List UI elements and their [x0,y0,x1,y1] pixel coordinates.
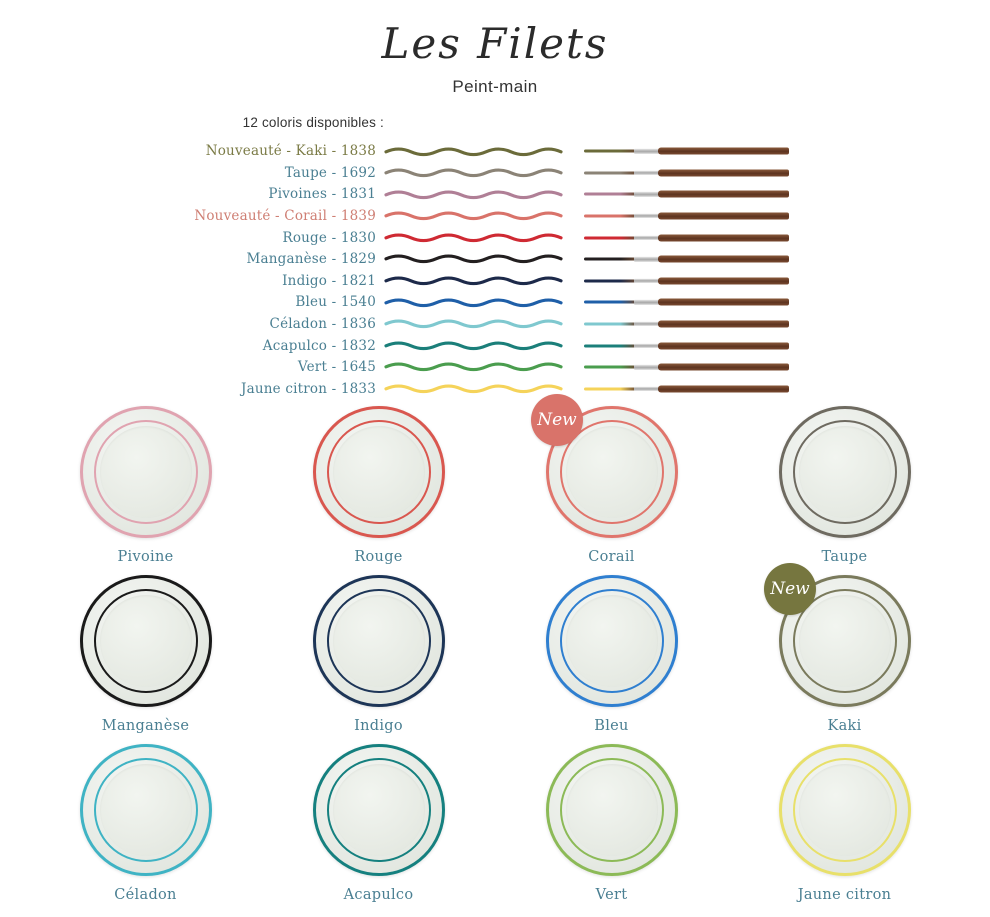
page-header [0,0,990,97]
color-swatch-list [0,141,990,400]
plate-image [80,406,212,538]
plate-row [0,744,990,903]
plate-inner-rim [327,420,431,524]
plate-item[interactable] [529,744,694,903]
color-stroke-sample [384,270,569,292]
paintbrush-icon [584,378,789,400]
new-badge: New [531,394,583,446]
palette-section [0,115,990,400]
color-stroke-sample [384,141,569,163]
color-stroke-sample [384,227,569,249]
plate-label: Indigo [354,717,403,734]
color-label: Bleu - 1540 [295,294,376,311]
plate-inner-rim [327,589,431,693]
plate-label: Taupe [821,548,868,565]
color-row [0,205,990,227]
plate-item[interactable] [762,744,927,903]
plate-item[interactable] [296,575,461,734]
paintbrush-icon [584,227,789,249]
color-stroke-sample [384,356,569,378]
plate-item[interactable] [63,744,228,903]
paintbrush-icon [584,356,789,378]
color-row [0,356,990,378]
paintbrush-icon [584,313,789,335]
page-title: Les Filets [381,19,609,68]
color-stroke-sample [384,335,569,357]
color-row [0,248,990,270]
plate-item[interactable] [529,406,694,565]
color-row [0,292,990,314]
plate-label: Pivoine [117,548,174,565]
plate-label: Rouge [354,548,403,565]
plate-label: Vert [595,886,628,903]
color-label: Manganèse - 1829 [246,251,376,268]
color-row [0,270,990,292]
plate-image [546,744,678,876]
plate-label: Bleu [594,717,629,734]
plate-inner-rim [327,758,431,862]
color-stroke-sample [384,378,569,400]
plate-label: Corail [588,548,635,565]
paintbrush-icon [584,141,789,163]
plate-item[interactable] [762,575,927,734]
color-row [0,378,990,400]
color-row [0,227,990,249]
color-stroke-sample [384,292,569,314]
plate-image [779,744,911,876]
paintbrush-icon [584,270,789,292]
plate-image [80,575,212,707]
color-row [0,162,990,184]
color-label: Céladon - 1836 [269,316,376,333]
plate-label: Jaune citron [797,886,892,903]
plate-row [0,406,990,565]
plate-image [313,575,445,707]
new-badge: New [764,563,816,615]
color-row [0,335,990,357]
paintbrush-icon [584,335,789,357]
plate-label: Céladon [114,886,177,903]
plate-gallery [0,406,990,903]
plate-inner-rim [94,589,198,693]
plate-label: Manganèse [101,717,190,734]
color-label: Acapulco - 1832 [262,337,376,354]
color-label: Jaune citron - 1833 [240,380,376,397]
color-stroke-sample [384,313,569,335]
plate-inner-rim [793,420,897,524]
plate-image [546,575,678,707]
color-stroke-sample [384,184,569,206]
color-stroke-sample [384,205,569,227]
page-subtitle: Peint-main [452,76,538,96]
color-label: Vert - 1645 [297,359,376,376]
color-label: Pivoines - 1831 [268,186,376,203]
color-label: Nouveauté - Corail - 1839 [194,208,376,225]
color-row [0,184,990,206]
plate-label: Kaki [827,717,862,734]
plate-inner-rim [560,589,664,693]
plate-item[interactable] [63,575,228,734]
plate-inner-rim [560,758,664,862]
plate-item[interactable] [296,744,461,903]
color-label: Taupe - 1692 [284,164,376,181]
palette-caption: 12 coloris disponibles : [242,114,384,130]
color-row [0,141,990,163]
plate-image [313,406,445,538]
plate-row [0,575,990,734]
plate-image [80,744,212,876]
plate-item[interactable] [762,406,927,565]
color-label: Nouveauté - Kaki - 1838 [205,143,376,160]
plate-image [313,744,445,876]
paintbrush-icon [584,205,789,227]
color-stroke-sample [384,248,569,270]
plate-item[interactable] [63,406,228,565]
plate-item[interactable] [296,406,461,565]
color-row [0,313,990,335]
paintbrush-icon [584,162,789,184]
paintbrush-icon [584,184,789,206]
paintbrush-icon [584,248,789,270]
plate-inner-rim [94,758,198,862]
paintbrush-icon [584,292,789,314]
plate-inner-rim [793,758,897,862]
plate-label: Acapulco [343,886,414,903]
plate-item[interactable] [529,575,694,734]
color-label: Indigo - 1821 [282,272,376,289]
plate-inner-rim [94,420,198,524]
color-stroke-sample [384,162,569,184]
color-label: Rouge - 1830 [282,229,376,246]
plate-image [779,406,911,538]
